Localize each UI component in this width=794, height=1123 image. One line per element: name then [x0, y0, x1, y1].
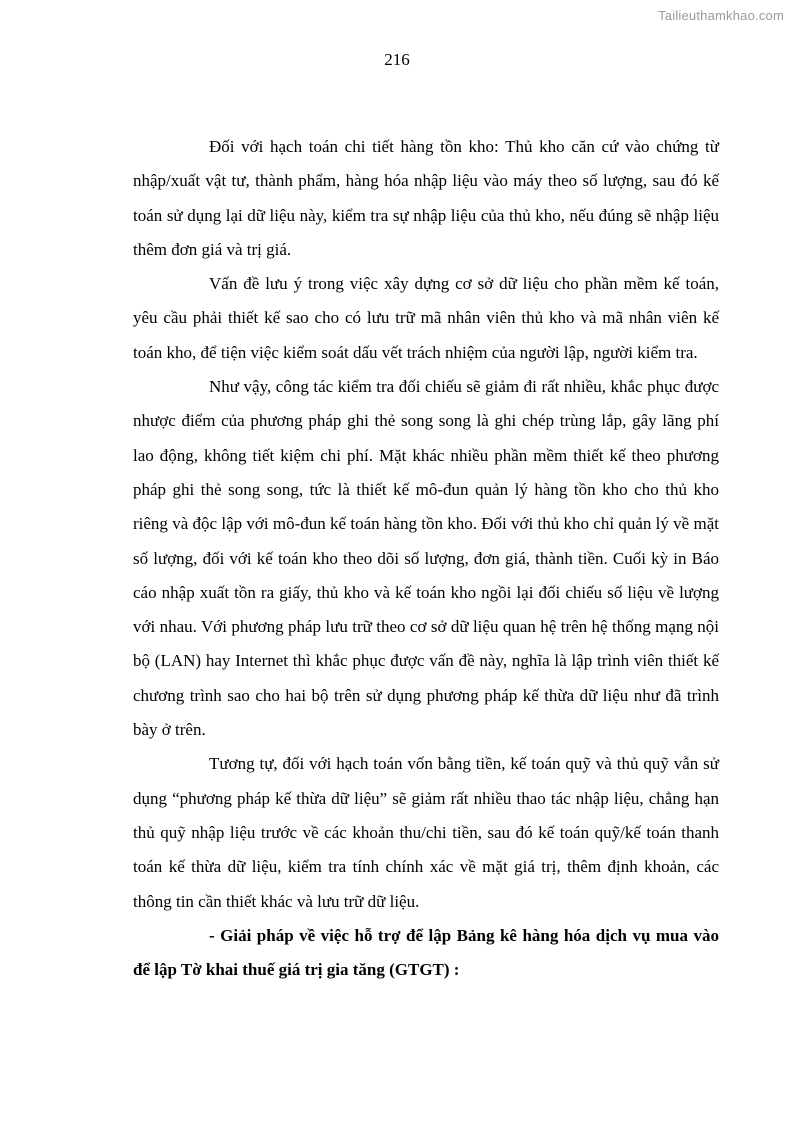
section-heading-vat: - Giải pháp về việc hỗ trợ để lập Bảng kê hàng hóa dịch vụ mua vào để lập Tờ khai thuế giá trị gia tăng (GTGT) : — [133, 925, 719, 980]
watermark-text: Tailieuthamkhao.com — [658, 8, 784, 23]
paragraph-database-note: Vấn đề lưu ý trong việc xây dựng cơ sở dữ liệu cho phần mềm kế toán, yêu cầu phải thiết kế sao cho có lưu trữ mã nhân viên thủ kho và mã nhân viên kế toán kho, để tiện việc kiểm soát dấu vết trách nhiệm của người lập, người kiểm tra. — [133, 274, 719, 362]
paragraph-cash-accounting: Tương tự, đối với hạch toán vốn bằng tiền, kế toán quỹ và thủ quỹ vẫn sử dụng “phương pháp kế thừa dữ liệu” sẽ giảm rất nhiều thao tác nhập liệu, chẳng hạn thủ quỹ nhập liệu trước về các khoản thu/chi tiền, sau đó kế toán quỹ/kế toán thanh toán kế thừa dữ liệu, kiểm tra tính chính xác về mặt giá trị, thêm định khoản, các thông tin cần thiết khác và lưu trữ dữ liệu. — [133, 754, 719, 911]
document-body — [133, 130, 719, 987]
paragraph-inventory-detail: Đối với hạch toán chi tiết hàng tồn kho: Thủ kho căn cứ vào chứng từ nhập/xuất vật tư, thành phẩm, hàng hóa nhập liệu vào máy theo số lượng, sau đó kế toán sử dụng lại dữ liệu này, kiểm tra sự nhập liệu của thủ kho, nếu đúng sẽ nhập liệu thêm đơn giá và trị giá. — [133, 137, 719, 259]
page-number: 216 — [384, 50, 410, 69]
paragraph-reconciliation: Như vậy, công tác kiểm tra đối chiếu sẽ giảm đi rất nhiều, khắc phục được nhược điểm của phương pháp ghi thẻ song song là ghi chép trùng lắp, gây lãng phí lao động, không tiết kiệm chi phí. Mặt khác nhiều phần mềm thiết kế theo phương pháp ghi thẻ song song, tức là thiết kế mô-đun quản lý hàng tồn kho cho thủ kho riêng và độc lập với mô-đun kế toán hàng tồn kho. Đối với thủ kho chỉ quản lý về mặt số lượng, đối với kế toán kho theo dõi số lượng, đơn giá, thành tiền. Cuối kỳ in Báo cáo nhập xuất tồn ra giấy, thủ kho và kế toán kho ngồi lại đối chiếu số liệu về lượng với nhau. Với phương pháp lưu trữ theo cơ sở dữ liệu quan hệ trên hệ thống mạng nội bộ (LAN) hay Internet thì khắc phục được vấn đề này, nghĩa là lập trình viên thiết kế chương trình sao cho hai bộ trên sử dụng phương pháp kế thừa dữ liệu như đã trình bày ở trên. — [133, 377, 719, 740]
